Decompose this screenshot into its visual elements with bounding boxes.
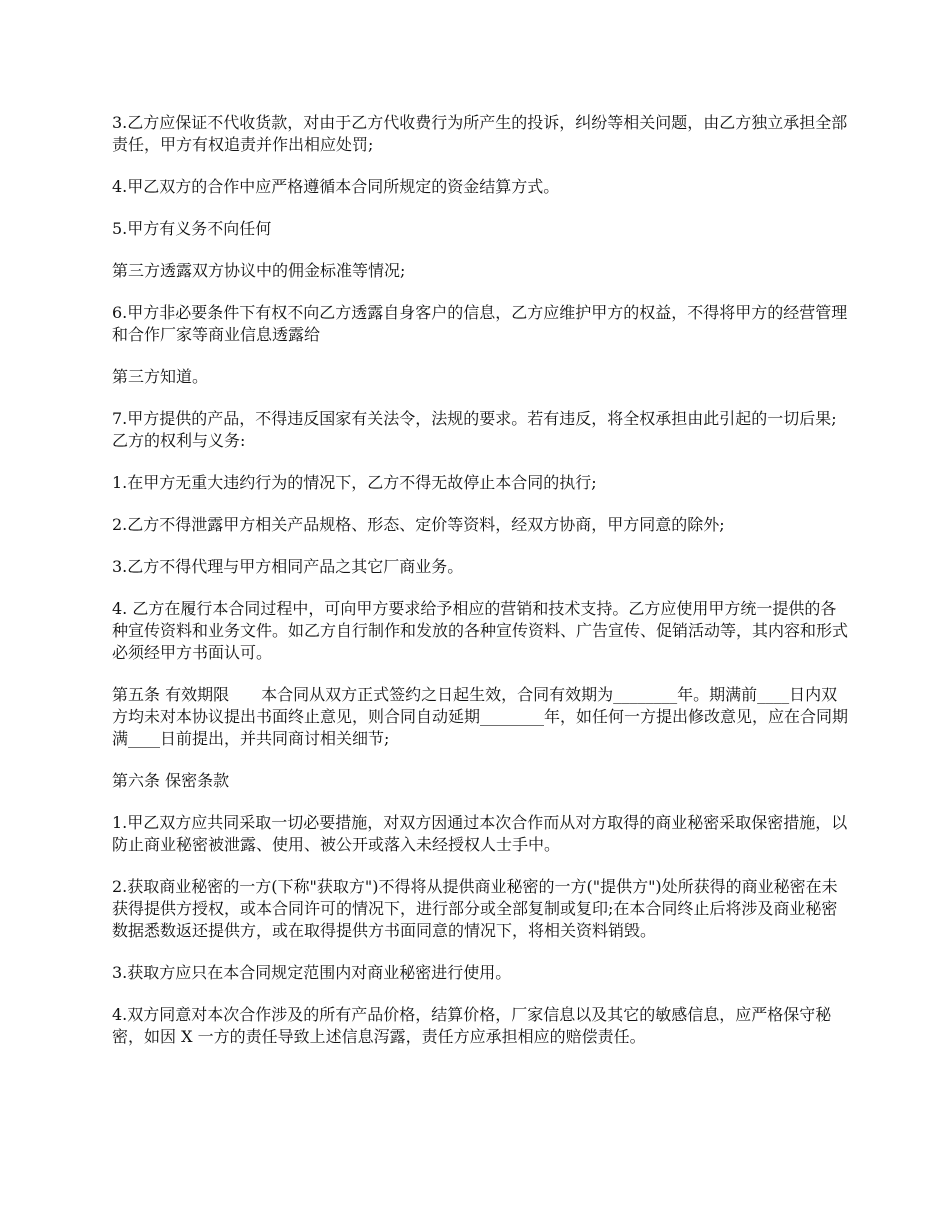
paragraph: 第三方知道。 [112,367,209,386]
paragraph: 第三方透露双方协议中的佣金标准等情况; [112,261,406,280]
paragraph: 4. 乙方在履行本合同过程中，可向甲方要求给予相应的营销和技术支持。乙方应使用甲方统一提供的各种宣传资料和业务文件。如乙方自行制作和发放的各种宣传资料、广告宣传、促销活动等，其内容和形式必须经甲方书面认可。 [112,599,849,662]
document-body [112,112,869,1068]
paragraph: 7.甲方提供的产品，不得违反国家有关法令，法规的要求。若有违反，将全权承担由此引起的一切后果; 乙方的权利与义务: [112,409,869,450]
paragraph: 4.双方同意对本次合作涉及的所有产品价格，结算价格，厂家信息以及其它的敏感信息，应严格保守秘密，如因 X 一方的责任导致上述信息泻露，责任方应承担相应的赔偿责任。 [112,1005,832,1046]
paragraph: 3.乙方不得代理与甲方相同产品之其它厂商业务。 [112,557,464,576]
paragraph: 2.获取商业秘密的一方(下称"获取方")不得将从提供商业秘密的一方("提供方")处所获得的商业秘密在未获得提供方授权，或本合同许可的情况下，进行部分或全部复制或复印;在本合同终止后将涉及商业秘密数据悉数返还提供方，或在取得提供方书面同意的情况下，将相关资料销毁。 [112,877,838,940]
paragraph: 3.获取方应只在本合同规定范围内对商业秘密进行使用。 [112,963,512,982]
paragraph: 5.甲方有义务不向任何 [112,219,272,238]
paragraph: 1.甲乙双方应共同采取一切必要措施，对双方因通过本次合作而从对方取得的商业秘密采取保密措施，以防止商业秘密被泄露、使用、被公开或落入未经授权人士手中。 [112,813,848,854]
paragraph: 1.在甲方无重大违约行为的情况下，乙方不得无故停止本合同的执行; [112,473,597,492]
paragraph: 6.甲方非必要条件下有权不向乙方透露自身客户的信息，乙方应维护甲方的权益，不得将甲方的经营管理和合作厂家等商业信息透露给 [112,303,848,344]
paragraph: 4.甲乙双方的合作中应严格遵循本合同所规定的资金结算方式。 [112,177,560,196]
paragraph: 第五条 有效期限 本合同从双方正式签约之日起生效，合同有效期为________年。期满前____日内双方均未对本协议提出书面终止意见，则合同自动延期________年，如任何一方提出修改意见，应在合同期满____日前提出，并共同商讨相关细节; [112,685,849,748]
section-heading: 第六条 保密条款 [112,771,230,790]
paragraph: 2.乙方不得泄露甲方相关产品规格、形态、定价等资料，经双方协商，甲方同意的除外; [112,515,725,534]
paragraph: 3.乙方应保证不代收货款，对由于乙方代收费行为所产生的投诉，纠纷等相关问题，由乙方独立承担全部责任，甲方有权追责并作出相应处罚; [112,113,848,154]
